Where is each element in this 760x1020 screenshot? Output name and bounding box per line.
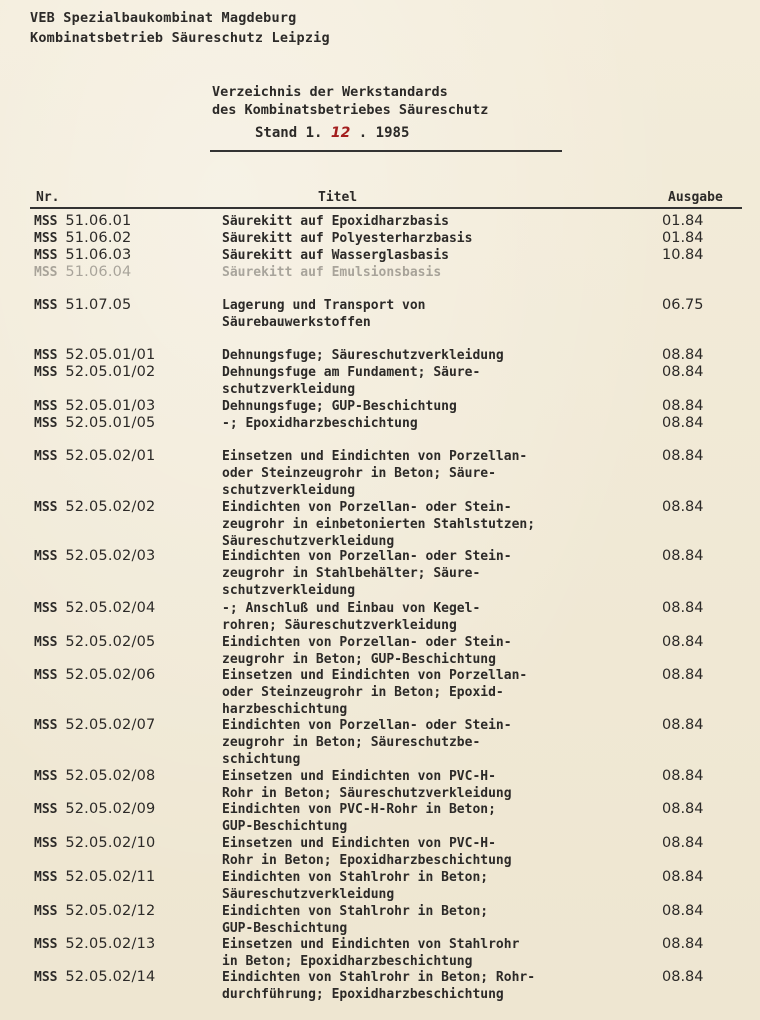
standard-title-line: in Beton; Epoxidharzbeschichtung bbox=[222, 954, 473, 969]
standard-title-line: Einsetzen und Eindichten von PVC-H- bbox=[222, 769, 496, 784]
standard-number bbox=[34, 634, 155, 651]
standard-title-line: Eindichten von Porzellan- oder Stein- bbox=[222, 718, 512, 733]
standard-code: 52.05.02/02 bbox=[65, 499, 156, 515]
standard-edition: 08.84 bbox=[662, 347, 704, 363]
standard-code: 52.05.02/13 bbox=[65, 936, 156, 952]
standard-prefix: MSS bbox=[34, 416, 66, 431]
standard-edition: 01.84 bbox=[662, 230, 704, 246]
document-date bbox=[255, 125, 409, 141]
standard-title-line: Einsetzen und Eindichten von Porzellan- bbox=[222, 668, 528, 683]
standard-title bbox=[222, 801, 642, 835]
stand-year: . 1985 bbox=[358, 125, 410, 141]
document-title-line-1: Verzeichnis der Werkstandards bbox=[212, 84, 448, 100]
standard-edition: 08.84 bbox=[662, 801, 704, 817]
standard-code: 52.05.01/01 bbox=[65, 347, 156, 363]
standard-prefix: MSS bbox=[34, 718, 66, 733]
standard-title bbox=[222, 717, 642, 768]
standard-title bbox=[222, 448, 642, 499]
standard-edition: 08.84 bbox=[662, 600, 704, 616]
standard-title-line: Dehnungsfuge; Säureschutzverkleidung bbox=[222, 348, 504, 363]
standard-edition: 08.84 bbox=[662, 969, 704, 985]
standard-prefix: MSS bbox=[34, 601, 66, 616]
standard-edition: 06.75 bbox=[662, 297, 704, 313]
standard-prefix: MSS bbox=[34, 449, 66, 464]
standard-number bbox=[34, 969, 155, 986]
column-header-ausgabe: Ausgabe bbox=[668, 190, 723, 205]
standard-edition: 08.84 bbox=[662, 667, 704, 683]
standard-code: 52.05.02/03 bbox=[65, 548, 156, 564]
standard-title-line: -; Epoxidharzbeschichtung bbox=[222, 416, 418, 431]
standard-edition: 08.84 bbox=[662, 936, 704, 952]
standard-number bbox=[34, 869, 155, 886]
handwritten-month: 12 bbox=[330, 125, 351, 141]
standard-title-line: Rohr in Beton; Epoxidharzbeschichtung bbox=[222, 853, 512, 868]
standard-title-line: Eindichten von Porzellan- oder Stein- bbox=[222, 549, 512, 564]
column-header-titel: Titel bbox=[318, 190, 358, 205]
standard-title-line: Säurekitt auf Wasserglasbasis bbox=[222, 248, 449, 263]
standard-code: 52.05.02/01 bbox=[65, 448, 156, 464]
standard-number bbox=[34, 667, 155, 684]
standard-title bbox=[222, 869, 642, 903]
standard-title bbox=[222, 230, 642, 247]
table-header-rule bbox=[30, 207, 742, 209]
standard-code: 52.05.02/11 bbox=[65, 869, 156, 885]
standard-edition: 10.84 bbox=[662, 247, 704, 263]
standard-code: 51.07.05 bbox=[65, 297, 132, 313]
standard-code: 51.06.04 bbox=[65, 264, 132, 280]
standard-title-line: schutzverkleidung bbox=[222, 483, 356, 498]
standard-title bbox=[222, 213, 642, 230]
standard-edition: 08.84 bbox=[662, 869, 704, 885]
standard-prefix: MSS bbox=[34, 231, 66, 246]
standard-code: 52.05.01/02 bbox=[65, 364, 156, 380]
organization-line-1: VEB Spezialbaukombinat Magdeburg bbox=[30, 10, 297, 26]
standard-number bbox=[34, 415, 155, 432]
standard-prefix: MSS bbox=[34, 937, 66, 952]
standard-title-line: durchführung; Epoxidharzbeschichtung bbox=[222, 987, 504, 1002]
standard-number bbox=[34, 768, 155, 785]
standard-title-line: GUP-Beschichtung bbox=[222, 921, 348, 936]
standard-title-line: GUP-Beschichtung bbox=[222, 819, 348, 834]
standard-number bbox=[34, 364, 155, 381]
standard-edition: 08.84 bbox=[662, 415, 704, 431]
standard-prefix: MSS bbox=[34, 668, 66, 683]
standard-edition: 08.84 bbox=[662, 448, 704, 464]
standard-title bbox=[222, 835, 642, 869]
standard-prefix: MSS bbox=[34, 635, 66, 650]
standard-prefix: MSS bbox=[34, 870, 66, 885]
standard-title bbox=[222, 297, 642, 331]
standard-title-line: zeugrohr in Beton; GUP-Beschichtung bbox=[222, 652, 496, 667]
standard-title-line: Eindichten von Porzellan- oder Stein- bbox=[222, 500, 512, 515]
standard-code: 52.05.02/08 bbox=[65, 768, 156, 784]
standard-title-line: Säurekitt auf Emulsionsbasis bbox=[222, 265, 442, 280]
standard-prefix: MSS bbox=[34, 399, 66, 414]
standard-title-line: Säurekitt auf Epoxidharzbasis bbox=[222, 214, 449, 229]
standard-edition: 08.84 bbox=[662, 398, 704, 414]
standard-code: 52.05.02/10 bbox=[65, 835, 156, 851]
standard-title bbox=[222, 936, 642, 970]
standard-title bbox=[222, 903, 642, 937]
standard-number bbox=[34, 903, 155, 920]
standard-title-line: Eindichten von PVC-H-Rohr in Beton; bbox=[222, 802, 496, 817]
standard-title bbox=[222, 548, 642, 599]
standard-title-line: Säureschutzverkleidung bbox=[222, 887, 395, 902]
standard-title-line: Rohr in Beton; Säureschutzverkleidung bbox=[222, 786, 512, 801]
standard-number bbox=[34, 264, 131, 281]
standard-code: 51.06.02 bbox=[65, 230, 132, 246]
standard-number bbox=[34, 448, 155, 465]
standard-code: 52.05.02/05 bbox=[65, 634, 156, 650]
standard-prefix: MSS bbox=[34, 298, 66, 313]
standard-edition: 08.84 bbox=[662, 364, 704, 380]
standard-title bbox=[222, 398, 642, 415]
standard-prefix: MSS bbox=[34, 248, 66, 263]
standard-code: 52.05.02/06 bbox=[65, 667, 156, 683]
standard-title bbox=[222, 364, 642, 398]
standard-title-line: zeugrohr in einbetonierten Stahlstutzen; bbox=[222, 517, 536, 532]
standard-code: 52.05.02/04 bbox=[65, 600, 156, 616]
standard-prefix: MSS bbox=[34, 802, 66, 817]
standard-prefix: MSS bbox=[34, 769, 66, 784]
document-title-line-2: des Kombinatsbetriebes Säureschutz bbox=[212, 102, 489, 118]
standard-edition: 01.84 bbox=[662, 213, 704, 229]
standard-title-line: zeugrohr in Stahlbehälter; Säure- bbox=[222, 566, 481, 581]
standard-number bbox=[34, 398, 155, 415]
standard-code: 52.05.01/03 bbox=[65, 398, 156, 414]
standard-title-line: schutzverkleidung bbox=[222, 382, 356, 397]
standard-title-line: zeugrohr in Beton; Säureschutzbe- bbox=[222, 735, 481, 750]
standard-number bbox=[34, 230, 131, 247]
standard-title bbox=[222, 247, 642, 264]
standard-code: 51.06.03 bbox=[65, 247, 132, 263]
standard-number bbox=[34, 600, 155, 617]
standard-title bbox=[222, 347, 642, 364]
standard-number bbox=[34, 835, 155, 852]
standard-number bbox=[34, 936, 155, 953]
standard-prefix: MSS bbox=[34, 836, 66, 851]
standard-title-line: Einsetzen und Eindichten von PVC-H- bbox=[222, 836, 496, 851]
standard-edition: 08.84 bbox=[662, 768, 704, 784]
standard-number bbox=[34, 213, 131, 230]
standard-number bbox=[34, 297, 131, 314]
standard-title bbox=[222, 634, 642, 668]
standard-prefix: MSS bbox=[34, 265, 66, 280]
standard-number bbox=[34, 548, 155, 565]
standard-code: 52.05.01/05 bbox=[65, 415, 156, 431]
standard-edition: 08.84 bbox=[662, 717, 704, 733]
standard-title-line: Säurebauwerkstoffen bbox=[222, 315, 371, 330]
standard-title-line: Einsetzen und Eindichten von Porzellan- bbox=[222, 449, 528, 464]
standard-title bbox=[222, 499, 642, 550]
standard-edition: 08.84 bbox=[662, 499, 704, 515]
standard-prefix: MSS bbox=[34, 214, 66, 229]
standard-title-line: Eindichten von Porzellan- oder Stein- bbox=[222, 635, 512, 650]
standard-number bbox=[34, 247, 131, 264]
standard-prefix: MSS bbox=[34, 500, 66, 515]
standard-title-line: harzbeschichtung bbox=[222, 702, 348, 717]
standard-title-line: Dehnungsfuge am Fundament; Säure- bbox=[222, 365, 481, 380]
standard-title-line: oder Steinzeugrohr in Beton; Epoxid- bbox=[222, 685, 504, 700]
standard-title-line: -; Anschluß und Einbau von Kegel- bbox=[222, 601, 481, 616]
standard-title-line: rohren; Säureschutzverkleidung bbox=[222, 618, 457, 633]
standard-title-line: schutzverkleidung bbox=[222, 583, 356, 598]
standard-title-line: oder Steinzeugrohr in Beton; Säure- bbox=[222, 466, 496, 481]
standard-title-line: Säurekitt auf Polyesterharzbasis bbox=[222, 231, 473, 246]
standard-title bbox=[222, 264, 642, 281]
standard-title-line: Einsetzen und Eindichten von Stahlrohr bbox=[222, 937, 520, 952]
standard-title bbox=[222, 969, 642, 1003]
standard-title bbox=[222, 600, 642, 634]
standard-title bbox=[222, 415, 642, 432]
standard-number bbox=[34, 717, 155, 734]
standard-prefix: MSS bbox=[34, 904, 66, 919]
standard-title-line: Lagerung und Transport von bbox=[222, 298, 426, 313]
standard-code: 52.05.02/14 bbox=[65, 969, 156, 985]
standard-edition: 08.84 bbox=[662, 548, 704, 564]
standard-number bbox=[34, 499, 155, 516]
standard-edition: 08.84 bbox=[662, 903, 704, 919]
standard-title-line: Eindichten von Stahlrohr in Beton; bbox=[222, 904, 489, 919]
standard-title-line: Dehnungsfuge; GUP-Beschichtung bbox=[222, 399, 457, 414]
heading-underline bbox=[210, 150, 562, 152]
standard-number bbox=[34, 801, 155, 818]
standard-title-line: Eindichten von Stahlrohr in Beton; bbox=[222, 870, 489, 885]
standard-prefix: MSS bbox=[34, 365, 66, 380]
standard-title-line: schichtung bbox=[222, 752, 301, 767]
standard-edition: 08.84 bbox=[662, 835, 704, 851]
standard-code: 52.05.02/12 bbox=[65, 903, 156, 919]
column-header-nr: Nr. bbox=[36, 190, 60, 205]
standard-code: 51.06.01 bbox=[65, 213, 132, 229]
standard-title-line: Säureschutzverkleidung bbox=[222, 534, 395, 549]
standard-edition: 08.84 bbox=[662, 634, 704, 650]
stand-label: Stand 1. bbox=[255, 125, 323, 141]
standard-code: 52.05.02/07 bbox=[65, 717, 156, 733]
organization-line-2: Kombinatsbetrieb Säureschutz Leipzig bbox=[30, 30, 330, 46]
standard-number bbox=[34, 347, 155, 364]
standard-title bbox=[222, 768, 642, 802]
standard-code: 52.05.02/09 bbox=[65, 801, 156, 817]
standard-prefix: MSS bbox=[34, 348, 66, 363]
standard-title-line: Eindichten von Stahlrohr in Beton; Rohr- bbox=[222, 970, 536, 985]
standard-title bbox=[222, 667, 642, 718]
standard-prefix: MSS bbox=[34, 549, 66, 564]
standard-prefix: MSS bbox=[34, 970, 66, 985]
